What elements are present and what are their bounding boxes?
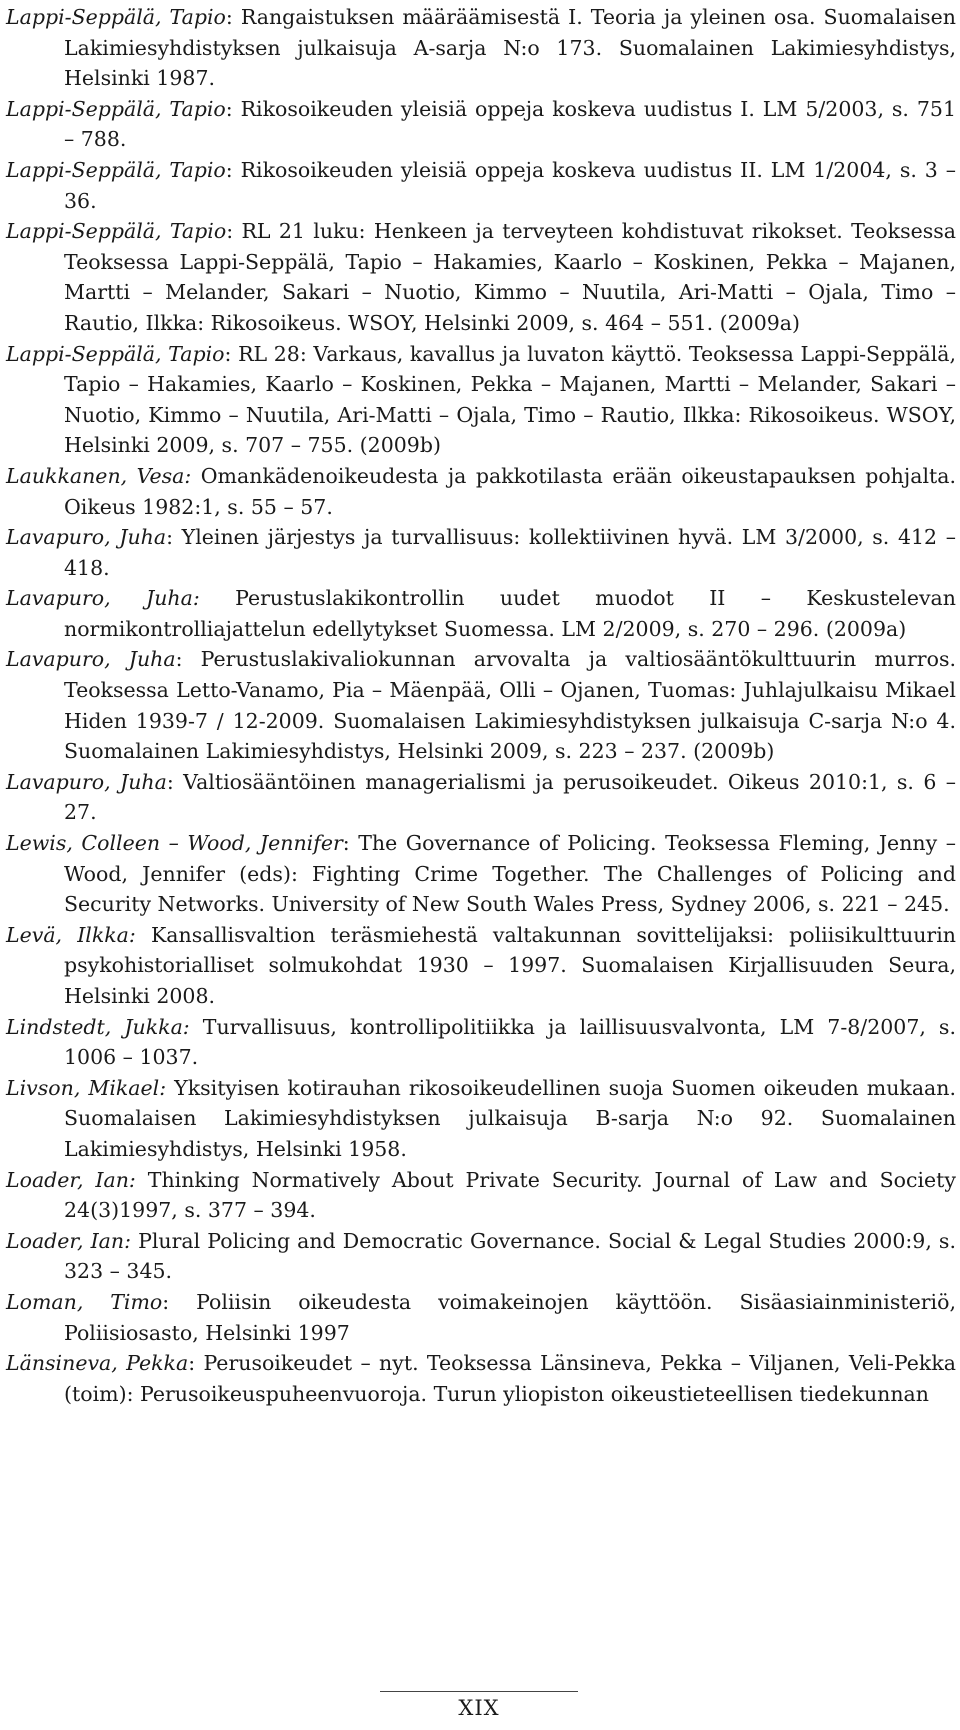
entry-separator (190, 1015, 203, 1039)
entry-text: Valtiosääntöinen managerialismi ja perusoikeudet. Oikeus 2010:1, s. 6 – 27. (64, 769, 956, 825)
entry-text: Yleinen järjestys ja turvallisuus: kollektiivinen hyvä. LM 3/2000, s. 412 – 418. (64, 525, 956, 580)
entry-text: Yksityisen kotirauhan rikosoikeudellinen suoja Suomen oikeuden mukaan. Suomalaisen Lakimiesyhdistyksen julkaisuja B-sarja N:o 92. Suomalainen Lakimiesyhdistys, Helsinki 1958. (64, 1075, 956, 1161)
bibliography-entry (6, 216, 956, 338)
entry-text: Plural Policing and Democratic Governance. Social & Legal Studies 2000:9, s. 323 – 345. (64, 1228, 956, 1284)
bibliography-entry (6, 583, 956, 644)
entry-separator: : (225, 96, 241, 121)
bibliography-entry (6, 1348, 956, 1409)
entry-author: Levä, Ilkka: (6, 922, 136, 947)
entry-separator (166, 1076, 174, 1100)
bibliography-entry (6, 339, 956, 461)
entry-author: Lavapuro, Juha: (6, 586, 200, 611)
entry-author: Livson, Mikael: (6, 1075, 167, 1100)
bibliography-entry (6, 94, 956, 155)
bibliography-entry (6, 1165, 956, 1226)
bibliography-entry (6, 1287, 956, 1348)
entry-text: The Governance of Policing. Teoksessa Fleming, Jenny – Wood, Jennifer (eds): Fighting Crime Together. The Challenges of Policing and Security Networks. University of New South Wales Press, Sydney 2006, s. 221 – 245. (64, 831, 956, 917)
bibliography-entry (6, 155, 956, 216)
entry-author: Loader, Ian: (6, 1228, 131, 1253)
entry-author: Länsineva, Pekka (6, 1351, 189, 1376)
bibliography-list (6, 2, 956, 1409)
entry-separator: : (166, 769, 184, 794)
bibliography-entry (6, 828, 956, 920)
bibliography-entry (6, 522, 956, 583)
bibliography-entry (6, 1073, 956, 1165)
bibliography-entry (6, 2, 956, 94)
page-number: XIX (458, 1696, 500, 1720)
entry-author: Lewis, Colleen – Wood, Jennifer (6, 831, 343, 856)
entry-author: Loader, Ian: (6, 1167, 136, 1192)
entry-separator: : (342, 831, 359, 856)
entry-separator: : (166, 525, 182, 550)
entry-author: Lavapuro, Juha (6, 525, 167, 550)
entry-separator: : (226, 219, 242, 244)
entry-author: Lappi-Seppälä, Tapio (6, 5, 226, 29)
bibliography-entry (6, 1226, 956, 1287)
bibliography-entry (6, 767, 956, 828)
entry-separator: : (224, 341, 239, 366)
entry-text: Rikosoikeuden yleisiä oppeja koskeva uudistus I. LM 5/2003, s. 751 – 788. (64, 96, 957, 152)
entry-separator: : (188, 1351, 204, 1376)
entry-text: Poliisin oikeudesta voimakeinojen käyttöön. Sisäasiainministeriö, Poliisiosasto, Helsinki 1997 (64, 1289, 956, 1345)
entry-author: Lappi-Seppälä, Tapio (6, 157, 226, 182)
entry-text: Perustuslakivaliokunnan arvovalta ja valtiosääntökulttuurin murros. Teoksessa Letto-Vanamo, Pia – Mäenpää, Olli – Ojanen, Tuomas: Juhlajulkaisu Mikael Hiden 1939-7 / 12-2009. Suomalaisen Lakimiesyhdistyksen julkaisuja C-sarja N:o 4. Suomalainen Lakimiesyhdistys, Helsinki 2009, s. 223 – 237. (2009b) (64, 647, 956, 764)
footer-rule (380, 1691, 578, 1692)
bibliography-entry (6, 644, 956, 766)
entry-author: Lappi-Seppälä, Tapio (6, 341, 225, 366)
entry-author: Lavapuro, Juha (6, 647, 176, 672)
entry-text: Perustuslakikontrollin uudet muodot II – Keskustelevan normikontrolliajattelun edellytykset Suomessa. LM 2/2009, s. 270 – 296. (2009a) (64, 586, 956, 641)
entry-separator (136, 1168, 148, 1192)
entry-separator: : (225, 157, 241, 182)
entry-author: Lappi-Seppälä, Tapio (6, 219, 227, 244)
entry-text: Rangaistuksen määräämisestä I. Teoria ja yleinen osa. Suomalaisen Lakimiesyhdistyksen julkaisuja A-sarja N:o 173. Suomalainen Lakimiesyhdistys, Helsinki 1987. (64, 5, 956, 91)
entry-separator (136, 923, 151, 947)
entry-text: Omankädenoikeudesta ja pakkotilasta erään oikeustapauksen pohjalta. Oikeus 1982:1, s. 55 – 57. (64, 463, 956, 519)
entry-text: Turvallisuus, kontrollipolitiikka ja laillisuusvalvonta, LM 7-8/2007, s. 1006 – 1037. (64, 1014, 956, 1070)
entry-separator (191, 464, 200, 488)
entry-text: Thinking Normatively About Private Security. Journal of Law and Society 24(3)1997, s. 377 – 394. (64, 1167, 956, 1223)
entry-text: Rikosoikeuden yleisiä oppeja koskeva uudistus II. LM 1/2004, s. 3 – 36. (64, 157, 957, 213)
bibliography-entry (6, 920, 956, 1012)
entry-separator: : (175, 647, 201, 672)
entry-author: Lavapuro, Juha (6, 769, 167, 794)
entry-author: Lindstedt, Jukka: (6, 1014, 190, 1039)
bibliography-entry (6, 1012, 956, 1073)
entry-text: Perusoikeudet – nyt. Teoksessa Länsineva, Pekka – Viljanen, Veli-Pekka (toim): Perusoikeuspuheenvuoroja. Turun yliopiston oikeustieteellisen tiedekunnan (64, 1351, 956, 1406)
entry-separator: : (225, 5, 241, 29)
entry-text: RL 28: Varkaus, kavallus ja luvaton käyttö. Teoksessa Lappi-Seppälä, Tapio – Hakamies, Kaarlo – Koskinen, Pekka – Majanen, Martti – Melander, Sakari – Nuotio, Kimmo – Nuutila, Ari-Matti – Ojala, Timo – Rautio, Ilkka: Rikosoikeus. WSOY, Helsinki 2009, s. 707 – 755. (2009b) (64, 341, 956, 458)
entry-separator: : (162, 1289, 197, 1314)
entry-author: Lappi-Seppälä, Tapio (6, 96, 226, 121)
entry-text: RL 21 luku: Henkeen ja terveyteen kohdistuvat rikokset. Teoksessa Teoksessa Lappi-Seppälä, Tapio – Hakamies, Kaarlo – Koskinen, Pekka – Majanen, Martti – Melander, Sakari – Nuotio, Kimmo – Nuutila, Ari-Matti – Ojala, Timo – Rautio, Ilkka: Rikosoikeus. WSOY, Helsinki 2009, s. 464 – 551. (2009a) (64, 219, 956, 335)
entry-author: Laukkanen, Vesa: (6, 463, 192, 488)
entry-author: Loman, Timo (6, 1289, 163, 1314)
entry-separator (200, 586, 235, 610)
bibliography-entry (6, 461, 956, 522)
entry-text: Kansallisvaltion teräsmiehestä valtakunnan sovittelijaksi: poliisikulttuurin psykohistorialliset solmukohdat 1930 – 1997. Suomalaisen Kirjallisuuden Seura, Helsinki 2008. (64, 922, 956, 1008)
